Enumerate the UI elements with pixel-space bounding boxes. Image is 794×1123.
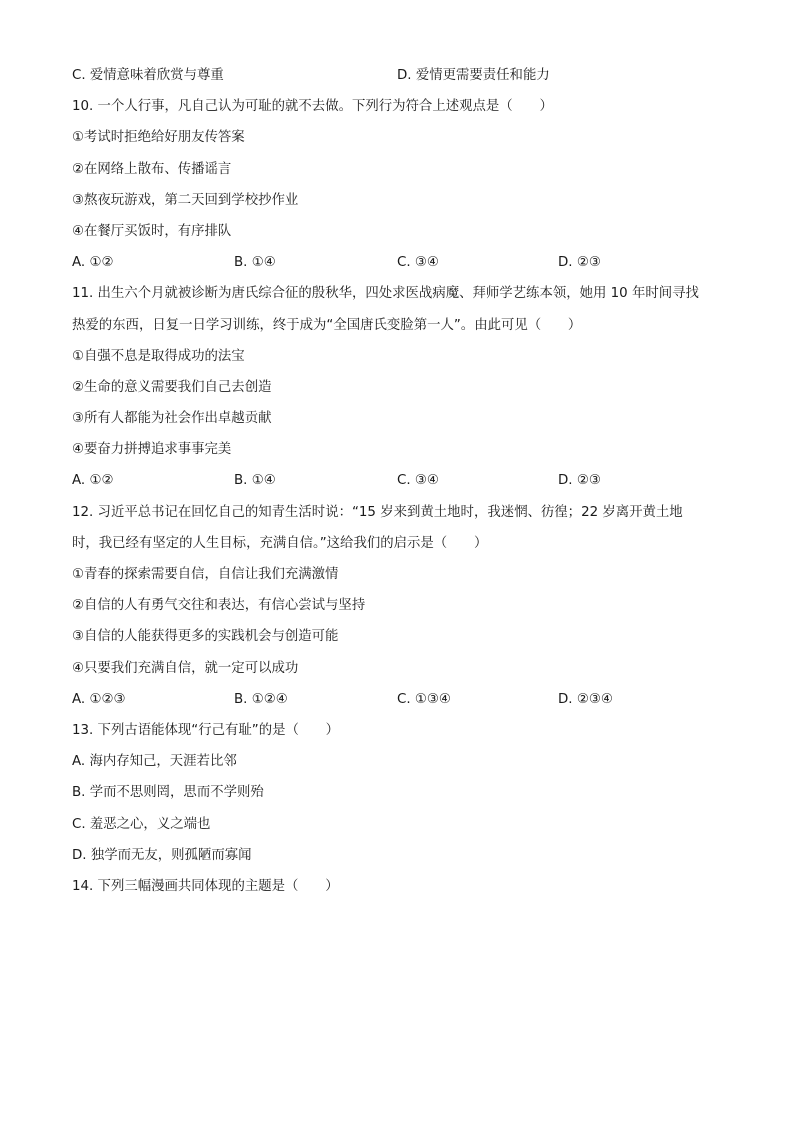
q13-option-b: B. 学而不思则罔，思而不学则殆 <box>72 785 264 801</box>
q12-option-c: C. ①③④ <box>397 691 451 707</box>
q10-item-1: ①考试时拒绝给好朋友传答案 <box>72 130 245 146</box>
q12-stem-line1: 12. 习近平总书记在回忆自己的知青生活时说：“15 岁来到黄土地时，我迷惘、彷徨；22 岁离开黄土地 <box>72 504 683 520</box>
q10-item-2: ②在网络上散布、传播谣言 <box>72 161 232 177</box>
q11-option-d: D. ②③ <box>558 473 601 489</box>
q13-option-a: A. 海内存知己，天涯若比邻 <box>72 754 237 770</box>
q12-item-1: ①青春的探索需要自信，自信让我们充满激情 <box>72 567 339 582</box>
q12-option-a: A. ①②③ <box>72 691 126 707</box>
q9-options-row <box>72 62 722 93</box>
q13-option-c: C. 羞恶之心，义之端也 <box>72 816 211 832</box>
q11-option-c: C. ③④ <box>397 473 439 489</box>
q12-option-b: B. ①②④ <box>234 691 288 707</box>
q11-stem-line1: 11. 出生六个月就被诊断为唐氏综合征的殷秋华，四处求医战病魔、拜师学艺练本领，她用 10 年时间寻找 <box>72 286 699 302</box>
q10-options-row <box>72 249 722 280</box>
q12-options-row <box>72 686 722 717</box>
q10-option-d: D. ②③ <box>558 255 601 271</box>
q11-options-row <box>72 467 722 498</box>
q12-item-3: ③自信的人能获得更多的实践机会与创造可能 <box>72 629 339 645</box>
q13-option-d: D. 独学而无友，则孤陋而寡闻 <box>72 847 252 863</box>
q10-stem: 10. 一个人行事，凡自己认为可耻的就不去做。下列行为符合上述观点是（ ） <box>72 99 553 115</box>
q11-item-3: ③所有人都能为社会作出卓越贡献 <box>72 411 272 427</box>
q10-option-b: B. ①④ <box>234 255 276 271</box>
q12-stem-line2: 时，我已经有坚定的人生目标，充满自信。”这给我们的启示是（ ） <box>72 535 488 551</box>
exam-page <box>72 62 722 904</box>
q14-stem: 14. 下列三幅漫画共同体现的主题是（ ） <box>72 878 339 894</box>
q13-stem: 13. 下列古语能体现“行己有耻”的是（ ） <box>72 722 340 738</box>
q11-stem-line2: 热爱的东西，日复一日学习训练，终于成为“全国唐氏变脸第一人”。由此可见（ ） <box>72 317 582 333</box>
q12-item-4: ④只要我们充满自信，就一定可以成功 <box>72 660 299 676</box>
q9-option-c: C. 爱情意味着欣赏与尊重 <box>72 68 224 83</box>
q11-item-4: ④要奋力拼搏追求事事完美 <box>72 442 232 458</box>
q11-item-1: ①自强不息是取得成功的法宝 <box>72 348 245 364</box>
q12-item-2: ②自信的人有勇气交往和表达，有信心尝试与坚持 <box>72 598 366 614</box>
q10-option-c: C. ③④ <box>397 255 439 271</box>
q10-item-3: ③熬夜玩游戏，第二天回到学校抄作业 <box>72 192 299 208</box>
q11-item-2: ②生命的意义需要我们自己去创造 <box>72 379 272 395</box>
q9-option-d: D. 爱情更需要责任和能力 <box>397 68 550 83</box>
q10-item-4: ④在餐厅买饭时，有序排队 <box>72 223 232 239</box>
q12-option-d: D. ②③④ <box>558 691 613 707</box>
q10-option-a: A. ①② <box>72 255 114 271</box>
q11-option-b: B. ①④ <box>234 473 276 489</box>
q11-option-a: A. ①② <box>72 473 114 489</box>
